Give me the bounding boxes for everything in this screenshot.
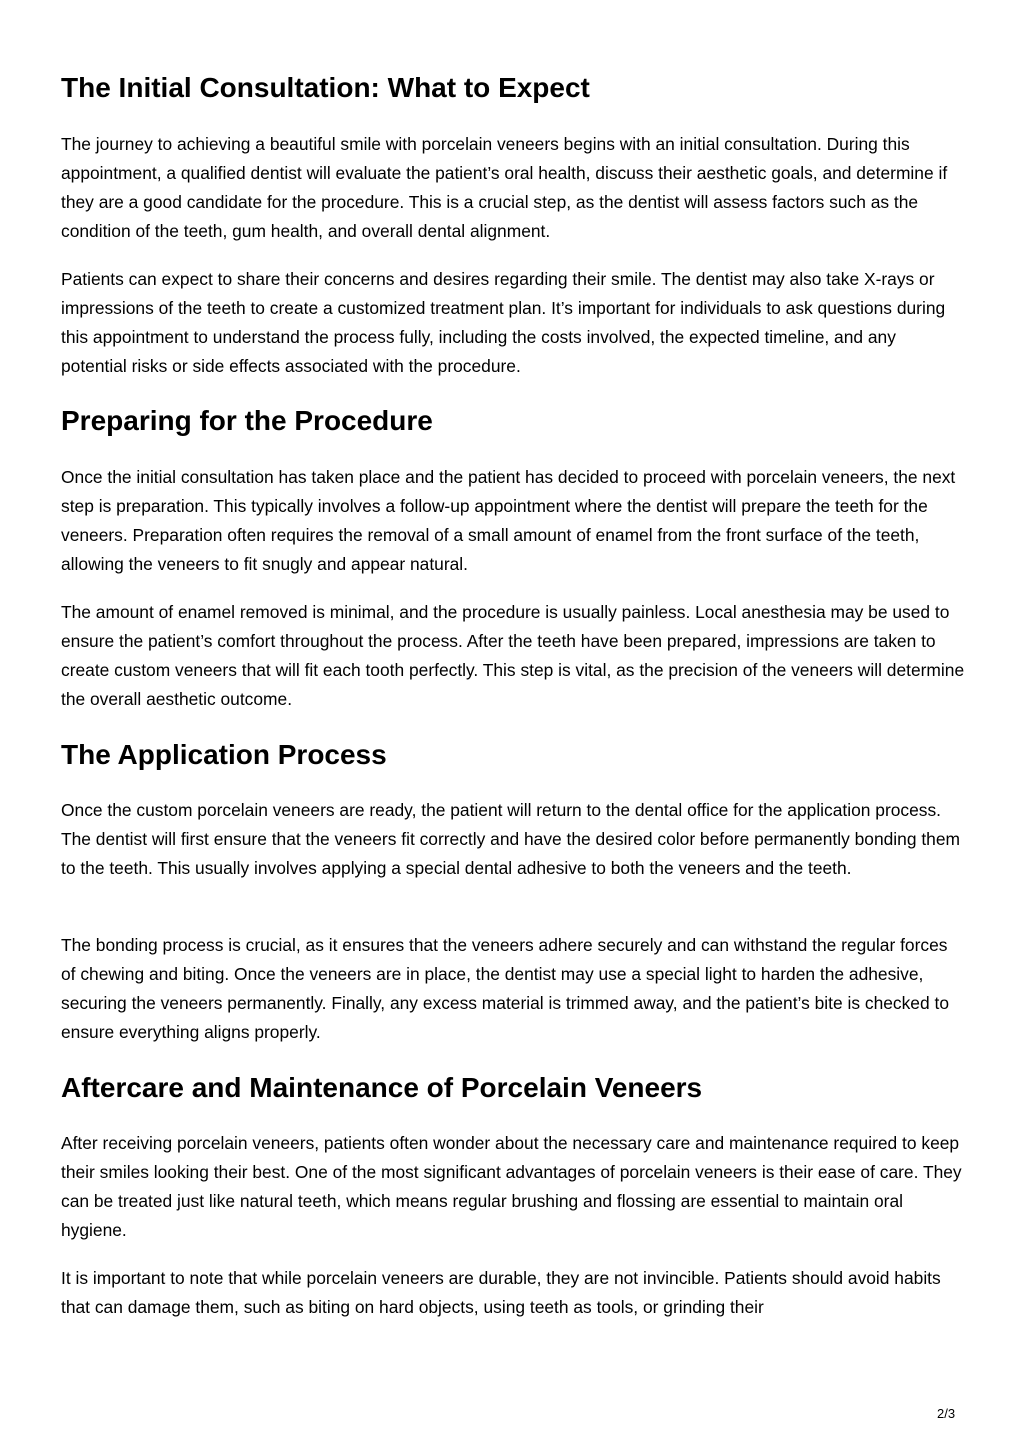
paragraph: Once the custom porcelain veneers are ready, the patient will return to the dental office for the application process. The dentist will first ensure that the veneers fit correctly and have the desired color before permanently bonding them to the teeth. This usually involves applying a special dental adhesive to both the veneers and the teeth.	[61, 800, 960, 878]
paragraph: After receiving porcelain veneers, patients often wonder about the necessary care and maintenance required to keep their smiles looking their best. One of the most significant advantages of porcelain veneers is their ease of care. They can be treated just like natural teeth, which means regular brushing and flossing are essential to maintain oral hygiene.	[61, 1133, 962, 1240]
paragraph: Patients can expect to share their concerns and desires regarding their smile. The dentist may also take X-rays or impressions of the teeth to create a customized treatment plan. It’s important for individuals to ask questions during this appointment to understand the process fully, including the costs involved, the expected timeline, and any potential risks or side effects associated with the procedure.	[61, 269, 946, 376]
paragraph: Once the initial consultation has taken place and the patient has decided to proceed with porcelain veneers, the next step is preparation. This typically involves a follow-up appointment where the dentist will prepare the teeth for the veneers. Preparation often requires the removal of a small amount of enamel from the front surface of the teeth, allowing the veneers to fit snugly and appear natural.	[61, 467, 956, 574]
paragraph: The journey to achieving a beautiful smile with porcelain veneers begins with an initial consultation. During this appointment, a qualified dentist will evaluate the patient’s oral health, discuss their aesthetic goals, and determine if they are a good candidate for the procedure. This is a crucial step, as the dentist will assess factors such as the condition of the teeth, gum health, and overall dental alignment.	[61, 134, 948, 241]
section-heading-initial-consultation: The Initial Consultation: What to Expect	[61, 72, 590, 103]
paragraph: The bonding process is crucial, as it ensures that the veneers adhere securely and can withstand the regular forces of chewing and biting. Once the veneers are in place, the dentist may use a special light to harden the adhesive, securing the veneers permanently. Finally, any excess material is trimmed away, and the patient’s bite is checked to ensure everything aligns properly.	[61, 935, 949, 1042]
paragraph: It is important to note that while porcelain veneers are durable, they are not invincible. Patients should avoid habits that can damage them, such as biting on hard objects, using teeth as tools, or grinding their	[61, 1268, 941, 1317]
section-heading-application: The Application Process	[61, 739, 387, 770]
page-number: 2/3	[937, 1406, 956, 1421]
paragraph: The amount of enamel removed is minimal, and the procedure is usually painless. Local anesthesia may be used to ensure the patient’s comfort throughout the process. After the teeth have been prepared, impressions are taken to create custom veneers that will fit each tooth perfectly. This step is vital, as the precision of the veneers will determine the overall aesthetic outcome.	[61, 602, 965, 709]
section-heading-preparing: Preparing for the Procedure	[61, 405, 433, 436]
section-heading-aftercare: Aftercare and Maintenance of Porcelain Veneers	[61, 1072, 703, 1103]
